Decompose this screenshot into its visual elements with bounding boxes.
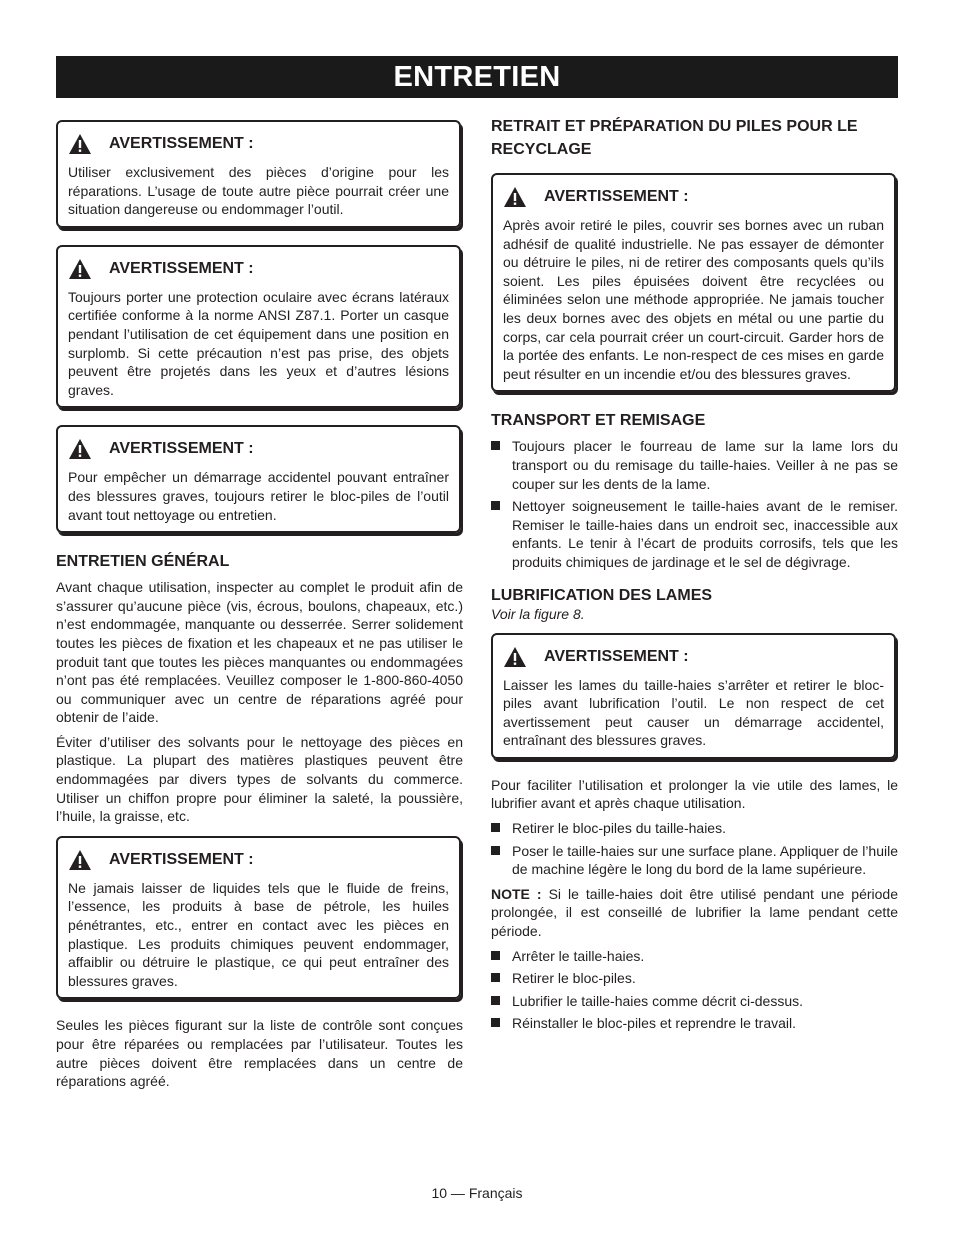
section-heading-general: ENTRETIEN GÉNÉRAL bbox=[56, 553, 230, 571]
warning-triangle-icon bbox=[68, 133, 92, 155]
note-label: NOTE : bbox=[491, 885, 542, 902]
bullet-list bbox=[491, 819, 898, 879]
list-item: Réinstaller le bloc-piles et reprendre le travail. bbox=[491, 1014, 898, 1033]
warning-title: AVERTISSEMENT : bbox=[109, 850, 254, 868]
warning-box bbox=[56, 245, 461, 409]
bullet-list bbox=[491, 947, 898, 1033]
section-heading-transport: TRANSPORT ET REMISAGE bbox=[491, 412, 706, 430]
list-item: Poser le taille-haies sur une surface plane. Appliquer de l’huile de machine légère le long du bord de la lame supérieure. bbox=[491, 842, 898, 879]
warning-text: Ne jamais laisser de liquides tels que le fluide de freins, l’essence, les produits à base de pétrole, les huiles pénétrantes, etc., entrer en contact avec les pièces en plastique. Les produits chimiques peuvent endommager, affaiblir ou détruire le plastique, ce qui peut entraîner des blessures graves. bbox=[68, 879, 449, 989]
bullet-square-icon bbox=[491, 951, 500, 960]
bullet-square-icon bbox=[491, 823, 500, 832]
list-item: Toujours placer le fourreau de lame sur la lame lors du transport ou du remisage du taille-haies. Veiller à ne pas se couper sur les dents de la lame. bbox=[491, 437, 898, 493]
warning-box bbox=[56, 120, 461, 228]
warning-triangle-icon bbox=[503, 646, 527, 668]
figure-reference: Voir la figure 8. bbox=[491, 605, 585, 622]
left-column bbox=[56, 120, 463, 1097]
warning-text: Toujours porter une protection oculaire avec écrans latéraux certifiée conforme à la norme ANSI Z87.1. Porter un casque pendant l’utilisation de cet équipement dans une position en surplomb. Si cette précaution n’est pas prise, des objets peuvent être projetés dans les yeux et d’autres lésions graves. bbox=[68, 288, 449, 398]
warning-triangle-icon bbox=[68, 438, 92, 460]
warning-box bbox=[56, 836, 461, 1000]
bullet-square-icon bbox=[491, 1018, 500, 1027]
paragraph: Seules les pièces figurant sur la liste de contrôle sont conçues pour être réparées ou remplacées par l’utilisateur. Toutes les autre pièces doivent être remplacées dans un centre de réparations agréé. bbox=[56, 1017, 463, 1090]
page-title-banner: ENTRETIEN bbox=[56, 56, 898, 98]
warning-title: AVERTISSEMENT : bbox=[109, 440, 254, 458]
warning-text: Pour empêcher un démarrage accidentel pouvant entraîner des blessures graves, toujours retirer le bloc-piles de l’outil avant tout nettoyage ou entretien. bbox=[68, 469, 449, 523]
right-column bbox=[491, 115, 898, 1039]
warning-text: Laisser les lames du taille-haies s’arrêter et retirer le bloc-piles avant lubrification l’outil. Le non respect de cet avertissement peut causer un démarrage accidentel, entraînant des blessures graves. bbox=[503, 676, 884, 749]
list-item: Nettoyer soigneusement le taille-haies avant de le remiser. Remiser le taille-haies dans un endroit sec, inaccessible aux enfants. Le tenir à l’écart de produits corrosifs, tels que les produits chimiques de jardinage et le sel de dégivrage. bbox=[491, 497, 898, 571]
warning-title: AVERTISSEMENT : bbox=[109, 259, 254, 277]
bullet-square-icon bbox=[491, 846, 500, 855]
page-footer: 10 — Français bbox=[431, 1185, 523, 1201]
warning-title: AVERTISSEMENT : bbox=[544, 647, 689, 665]
warning-title: AVERTISSEMENT : bbox=[109, 135, 254, 152]
warning-triangle-icon bbox=[68, 258, 92, 280]
warning-text: Après avoir retiré le piles, couvrir ses bornes avec un ruban adhésif de qualité industrielle. Ne pas essayer de démonter ou détruire le piles, ni de retirer des composants quels qu’ils soient. Les piles épuisées doivent être recyclées ou éliminées selon une méthode appropriée. Ne jamais toucher les deux bornes avec des objets en métal ou une partie du corps, car cela pourrait créer un court-circuit. Garder hors de la portée des enfants. Le non-respect de ces mises en garde peut résulter en un incendie et/ou des blessures graves. bbox=[503, 217, 884, 382]
paragraph: Avant chaque utilisation, inspecter au complet le produit afin de s’assurer qu’aucune pièce (vis, écrous, boulons, chapeaux, etc.) n’est endommagée, manquante ou desserrée. Serrer solidement toutes les pièces de fixation et les chapeaux et ne pas utiliser le produit tant que toutes les pièces manquantes ou endommagées n’ont pas été remplacées. Veuillez composer le 1-800-860-4050 ou communiquer avec un centre de réparations agréé pour obtenir de l’aide. bbox=[56, 579, 463, 726]
warning-box bbox=[491, 173, 896, 392]
list-item: Lubrifier le taille-haies comme décrit ci-dessus. bbox=[491, 992, 898, 1011]
bullet-square-icon bbox=[491, 501, 500, 510]
warning-triangle-icon bbox=[503, 186, 527, 208]
bullet-square-icon bbox=[491, 441, 500, 450]
bullet-list bbox=[491, 437, 898, 571]
section-heading-recycle: RETRAIT ET PRÉPARATION DU PILES POUR LE RECYCLAGE bbox=[491, 118, 858, 158]
warning-box bbox=[491, 633, 896, 759]
bullet-square-icon bbox=[491, 996, 500, 1005]
bullet-square-icon bbox=[491, 973, 500, 982]
note-text: Si le taille-haies doit être utilisé pendant une période prolongée, il est conseillé de lubrifier la lame pendant cette période. bbox=[491, 885, 898, 940]
note-paragraph bbox=[491, 885, 898, 941]
list-item: Arrêter le taille-haies. bbox=[491, 947, 898, 966]
section-heading-lubrication: LUBRIFICATION DES LAMES bbox=[491, 586, 713, 604]
warning-text: Utiliser exclusivement des pièces d’origine pour les réparations. L’usage de toute autre pièce pourrait créer une situation dangereuse ou endommager l’outil. bbox=[68, 164, 449, 218]
paragraph: Éviter d’utiliser des solvants pour le nettoyage des pièces en plastique. La plupart des matières plastiques peuvent être endommagées par divers types de solvants du commerce. Utiliser un chiffon propre pour éliminer la saleté, la poussière, l’huile, la graisse, etc. bbox=[56, 733, 463, 825]
list-item: Retirer le bloc-piles du taille-haies. bbox=[491, 819, 898, 838]
list-item: Retirer le bloc-piles. bbox=[491, 969, 898, 988]
warning-title: AVERTISSEMENT : bbox=[544, 188, 689, 205]
paragraph: Pour faciliter l’utilisation et prolonger la vie utile des lames, le lubrifier avant et après chaque utilisation. bbox=[491, 776, 898, 812]
warning-triangle-icon bbox=[68, 849, 92, 871]
warning-box bbox=[56, 425, 461, 533]
